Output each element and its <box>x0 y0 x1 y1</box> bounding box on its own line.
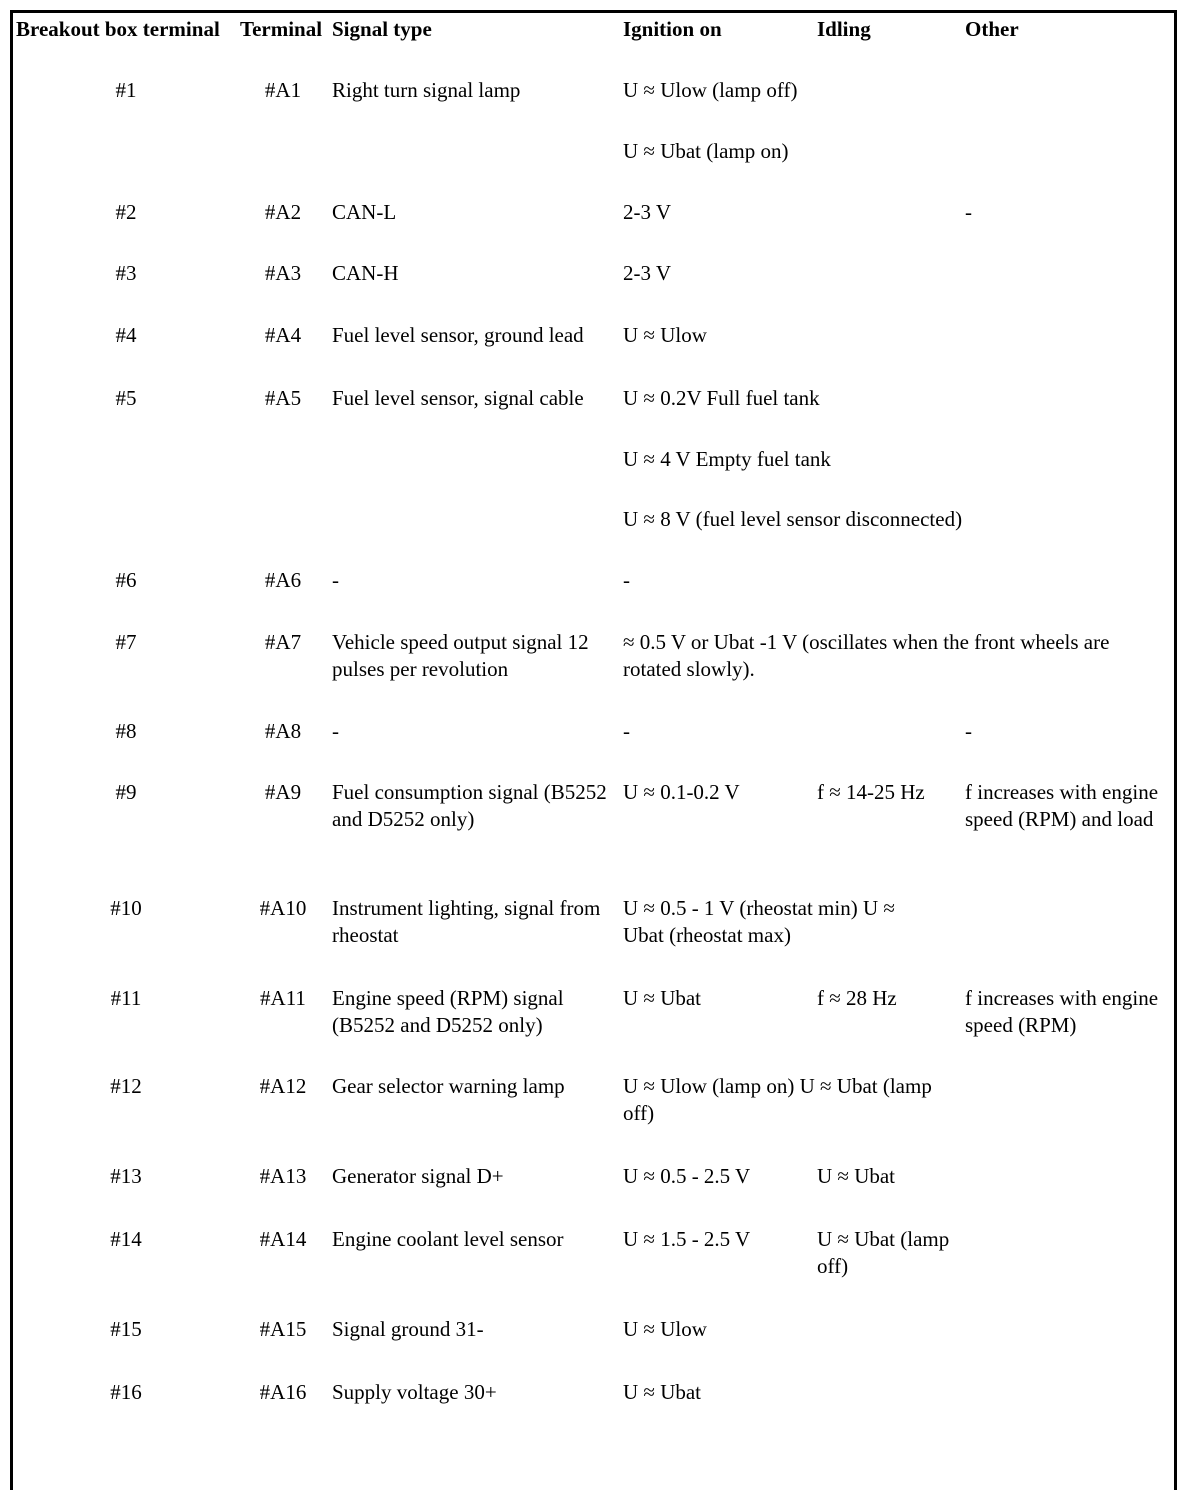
ignition-on-cell: 2-3 V <box>623 200 672 224</box>
breakout-box-cell: #5 <box>115 386 137 410</box>
ignition-on-cell: U ≈ Ulow (lamp off) <box>623 78 798 102</box>
breakout-box-cell: #16 <box>110 1380 142 1404</box>
ignition-on-cell: 2-3 V <box>623 261 672 285</box>
signal-type-cell: Signal ground 31- <box>332 1317 484 1341</box>
terminal-cell: #A4 <box>264 323 302 347</box>
breakout-box-cell: #12 <box>110 1074 142 1098</box>
ignition-on-cell: U ≈ Ubat <box>623 986 702 1010</box>
breakout-box-cell: #1 <box>115 78 137 102</box>
terminal-cell: #A3 <box>264 261 302 285</box>
signal-type-cell: - <box>332 568 339 592</box>
signal-type-cell: Fuel level sensor, ground lead <box>332 323 584 347</box>
signal-type-cell: Fuel level sensor, signal cable <box>332 386 584 410</box>
breakout-box-cell: #15 <box>110 1317 142 1341</box>
ignition-on-cell: U ≈ Ulow <box>623 323 707 347</box>
ignition-on-cell: - <box>623 719 630 743</box>
idling-cell: U ≈ Ubat <box>817 1164 896 1188</box>
header-breakout-box-terminal: Breakout box terminal <box>16 17 220 41</box>
terminal-cell: #A2 <box>264 200 302 224</box>
signal-type-cell: Fuel consumption signal (B5252 and D5252 only) <box>332 780 607 831</box>
ignition-on-cell: U ≈ 0.5 - 1 V (rheostat min) U ≈ Ubat (rheostat max) <box>623 896 895 947</box>
breakout-box-cell: #11 <box>110 986 142 1010</box>
terminal-cell: #A5 <box>264 386 302 410</box>
terminal-cell: #A16 <box>259 1380 307 1404</box>
signal-type-cell: Instrument lighting, signal from rheostat <box>332 896 601 947</box>
table-frame <box>10 10 1177 1490</box>
ignition-on-cell: U ≈ Ubat (lamp on) <box>623 139 789 163</box>
breakout-box-cell: #3 <box>115 261 137 285</box>
header-signal-type: Signal type <box>332 17 432 41</box>
header-ignition-on: Ignition on <box>623 17 722 41</box>
idling-cell: U ≈ Ubat (lamp off) <box>817 1227 950 1278</box>
other-cell: - <box>965 200 972 224</box>
terminal-cell: #A13 <box>259 1164 307 1188</box>
signal-type-cell: - <box>332 719 339 743</box>
other-cell: f increases with engine speed (RPM) <box>965 986 1159 1037</box>
ignition-on-cell: U ≈ 0.5 - 2.5 V <box>623 1164 751 1188</box>
breakout-box-cell: #10 <box>110 896 142 920</box>
idling-cell: f ≈ 28 Hz <box>817 986 897 1010</box>
header-terminal: Terminal <box>240 17 323 41</box>
breakout-box-cell: #8 <box>115 719 137 743</box>
breakout-box-cell: #9 <box>115 780 137 804</box>
ignition-on-cell: U ≈ 0.1-0.2 V <box>623 780 740 804</box>
ignition-on-cell: ≈ 0.5 V or Ubat -1 V (oscillates when the front wheels are rotated slowly). <box>623 630 1110 681</box>
breakout-box-cell: #14 <box>110 1227 142 1251</box>
breakout-box-cell: #7 <box>115 630 137 654</box>
header-other: Other <box>965 17 1019 41</box>
signal-type-cell: CAN-H <box>332 261 399 285</box>
terminal-cell: #A6 <box>264 568 302 592</box>
terminal-cell: #A14 <box>259 1227 307 1251</box>
terminal-cell: #A7 <box>264 630 302 654</box>
other-cell: f increases with engine speed (RPM) and load <box>965 780 1159 831</box>
other-cell: - <box>965 719 972 743</box>
breakout-box-cell: #4 <box>115 323 137 347</box>
ignition-on-cell: - <box>623 568 630 592</box>
ignition-on-cell: U ≈ Ulow <box>623 1317 707 1341</box>
signal-type-cell: Vehicle speed output signal 12 pulses per revolution <box>332 630 589 681</box>
ignition-on-cell: U ≈ Ulow (lamp on) U ≈ Ubat (lamp off) <box>623 1074 932 1125</box>
breakout-box-cell: #13 <box>110 1164 142 1188</box>
ignition-on-cell: U ≈ 4 V Empty fuel tank <box>623 447 831 471</box>
header-idling: Idling <box>817 17 871 41</box>
ignition-on-cell: U ≈ 1.5 - 2.5 V <box>623 1227 751 1251</box>
signal-type-cell: Right turn signal lamp <box>332 78 521 102</box>
terminal-cell: #A1 <box>264 78 302 102</box>
terminal-cell: #A15 <box>259 1317 307 1341</box>
signal-type-cell: Gear selector warning lamp <box>332 1074 565 1098</box>
breakout-box-cell: #6 <box>115 568 137 592</box>
signal-type-cell: Generator signal D+ <box>332 1164 504 1188</box>
signal-type-cell: CAN-L <box>332 200 397 224</box>
idling-cell: f ≈ 14-25 Hz <box>817 780 925 804</box>
signal-type-cell: Supply voltage 30+ <box>332 1380 497 1404</box>
terminal-cell: #A8 <box>264 719 302 743</box>
signal-type-cell: Engine speed (RPM) signal (B5252 and D5252 only) <box>332 986 564 1037</box>
ignition-on-cell: U ≈ Ubat <box>623 1380 702 1404</box>
signal-type-cell: Engine coolant level sensor <box>332 1227 564 1251</box>
terminal-cell: #A11 <box>260 986 306 1010</box>
breakout-box-cell: #2 <box>115 200 137 224</box>
terminal-cell: #A9 <box>264 780 302 804</box>
terminal-cell: #A12 <box>259 1074 307 1098</box>
ignition-on-cell: U ≈ 0.2V Full fuel tank <box>623 386 820 410</box>
ignition-on-cell: U ≈ 8 V (fuel level sensor disconnected) <box>623 507 963 531</box>
terminal-cell: #A10 <box>259 896 307 920</box>
